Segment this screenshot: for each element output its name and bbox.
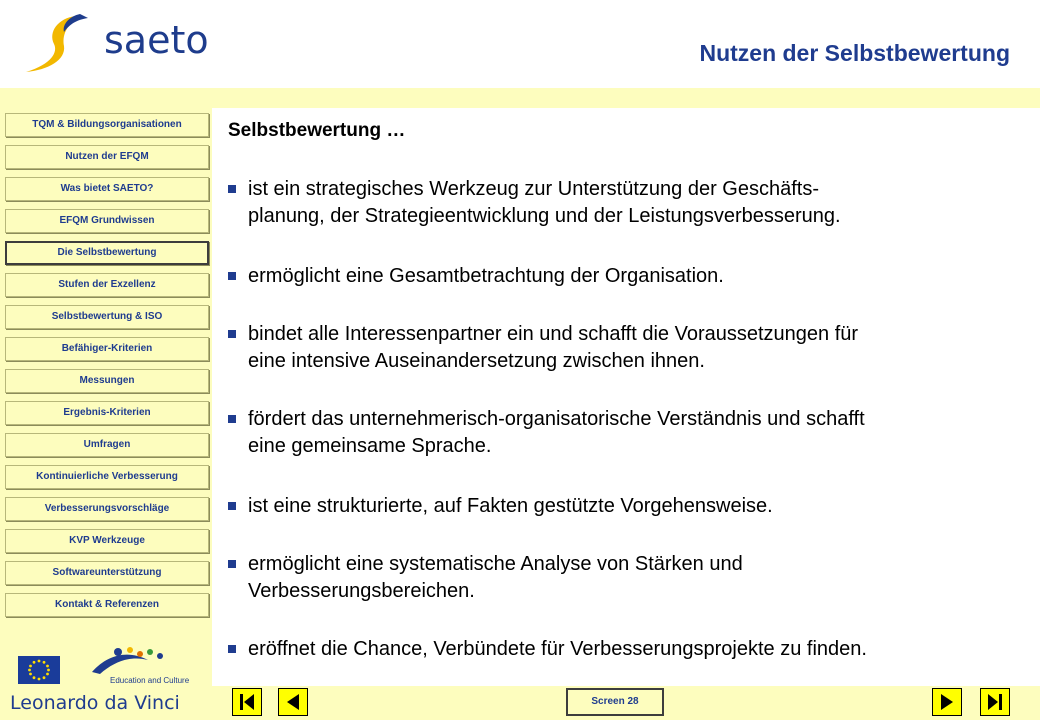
previous-page-button[interactable] (278, 688, 308, 716)
nav-item-stufen-exzellenz[interactable]: Stufen der Exzellenz (5, 273, 209, 297)
bullet-line: Verbesserungsbereichen. (248, 580, 475, 602)
leonardo-da-vinci-text: Leonardo da Vinci (10, 692, 180, 714)
education-swoosh-icon (88, 646, 188, 678)
bullet-line: eine intensive Auseinandersetzung zwischen ihnen. (248, 350, 705, 372)
saeto-swoosh-icon (18, 10, 98, 80)
header (0, 0, 1040, 88)
nav-item-befaehiger-kriterien[interactable]: Befähiger-Kriterien (5, 337, 209, 361)
bullet-square-icon (228, 502, 236, 510)
bullet-square-icon (228, 272, 236, 280)
bullet-item (228, 263, 1018, 290)
nav-item-verbesserungsvorschlaege[interactable]: Verbesserungsvorschläge (5, 497, 209, 521)
first-page-icon (233, 689, 261, 715)
next-page-icon (933, 689, 961, 715)
eu-flag-icon (18, 656, 60, 684)
education-culture-text: Education and Culture (110, 676, 190, 685)
nav-item-kontakt-referenzen[interactable]: Kontakt & Referenzen (5, 593, 209, 617)
bullet-line: eine gemeinsame Sprache. (248, 435, 492, 457)
nav-item-kvp-werkzeuge[interactable]: KVP Werkzeuge (5, 529, 209, 553)
nav-item-selbstbewertung-iso[interactable]: Selbstbewertung & ISO (5, 305, 209, 329)
bullet-line: ist eine strukturierte, auf Fakten gestützte Vorgehensweise. (248, 495, 773, 517)
bullet-line: eröffnet die Chance, Verbündete für Verbesserungsprojekte zu finden. (248, 638, 867, 660)
bullet-line: planung, der Strategieentwicklung und der Leistungsverbesserung. (248, 205, 841, 227)
bullet-item (228, 176, 1018, 230)
nav-item-softwareunterstuetzung[interactable]: Softwareunterstützung (5, 561, 209, 585)
bullet-line: ermöglicht eine systematische Analyse von Stärken und (248, 553, 743, 575)
bullet-item (228, 406, 1018, 460)
section-heading: Selbstbewertung … (228, 120, 406, 141)
saeto-logo (18, 10, 218, 80)
nav-item-was-bietet-saeto[interactable]: Was bietet SAETO? (5, 177, 209, 201)
nav-item-selbstbewertung[interactable]: Die Selbstbewertung (5, 241, 209, 265)
nav-item-messungen[interactable]: Messungen (5, 369, 209, 393)
nav-item-ergebnis-kriterien[interactable]: Ergebnis-Kriterien (5, 401, 209, 425)
bullet-item (228, 551, 1018, 605)
nav-item-tqm[interactable]: TQM & Bildungsorganisationen (5, 113, 209, 137)
nav-item-kontinuierliche-verbesserung[interactable]: Kontinuierliche Verbesserung (5, 465, 209, 489)
bullet-item (228, 321, 1018, 375)
page-title: Nutzen der Selbstbewertung (699, 40, 1010, 66)
first-page-button[interactable] (232, 688, 262, 716)
nav-item-efqm-grundwissen[interactable]: EFQM Grundwissen (5, 209, 209, 233)
bullet-item (228, 636, 1018, 663)
bullet-line: ermöglicht eine Gesamtbetrachtung der Organisation. (248, 265, 724, 287)
nav-item-umfragen[interactable]: Umfragen (5, 433, 209, 457)
previous-page-icon (279, 689, 307, 715)
bullet-item (228, 493, 1018, 520)
bullet-square-icon (228, 645, 236, 653)
bullet-line: ist ein strategisches Werkzeug zur Unterstützung der Geschäfts- (248, 178, 819, 200)
bullet-square-icon (228, 415, 236, 423)
bullet-square-icon (228, 330, 236, 338)
logo-text: saeto (104, 18, 209, 62)
nav-item-nutzen-efqm[interactable]: Nutzen der EFQM (5, 145, 209, 169)
next-page-button[interactable] (932, 688, 962, 716)
bullet-line: fördert das unternehmerisch-organisatorische Verständnis und schafft (248, 408, 865, 430)
bullet-square-icon (228, 185, 236, 193)
bullet-square-icon (228, 560, 236, 568)
screen-number-badge: Screen 28 (566, 688, 664, 716)
bullet-line: bindet alle Interessenpartner ein und schafft die Voraussetzungen für (248, 323, 859, 345)
last-page-button[interactable] (980, 688, 1010, 716)
last-page-icon (981, 689, 1009, 715)
